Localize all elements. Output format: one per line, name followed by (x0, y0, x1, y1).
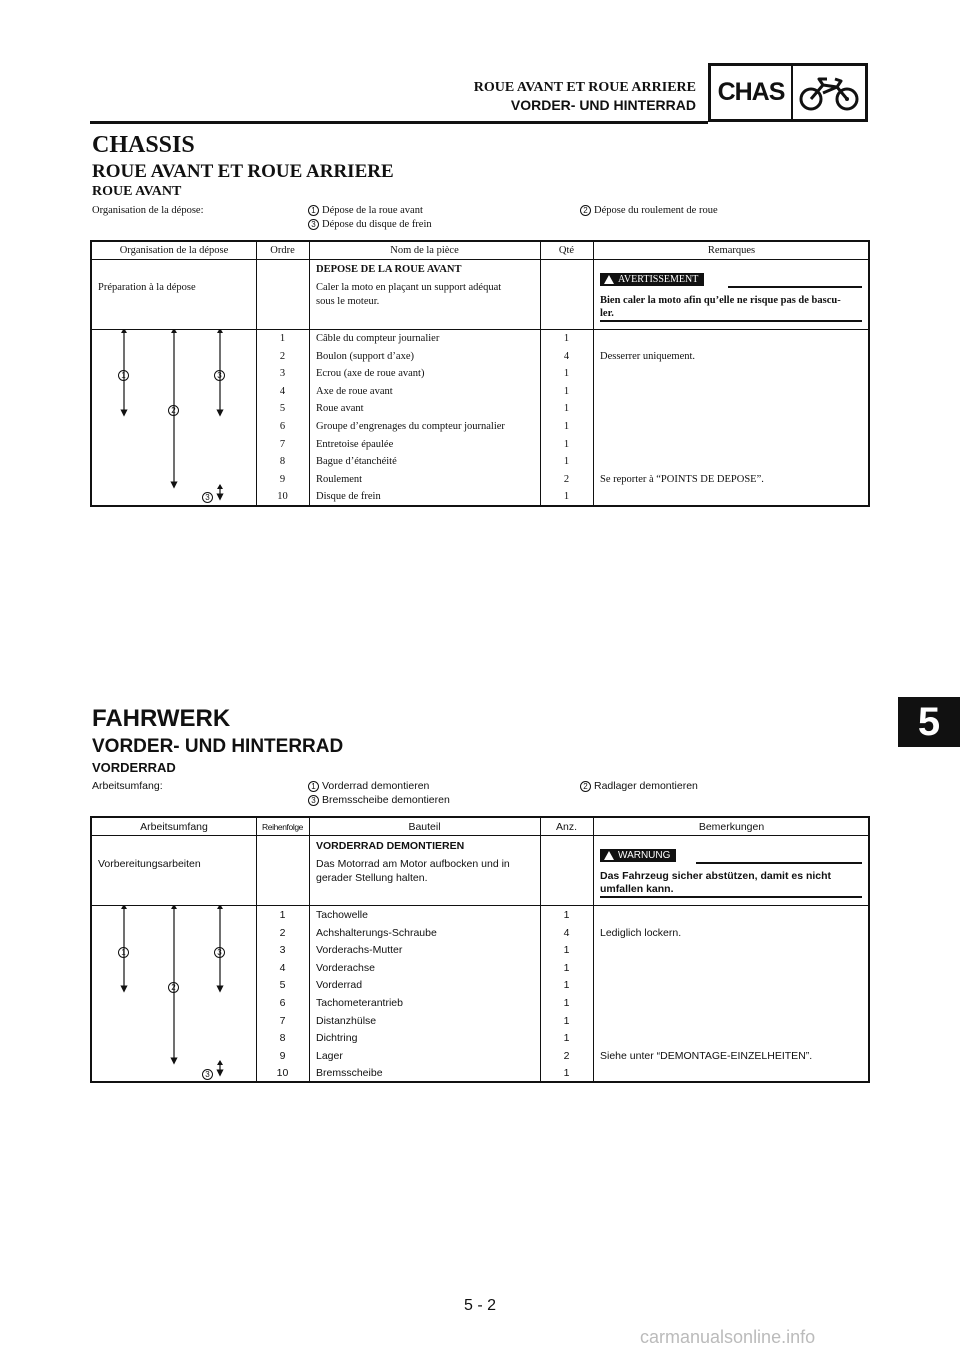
table-cell-qty: 2 (563, 473, 570, 485)
chas-badge-text: CHAS (711, 66, 793, 119)
table-cell-order: 9 (279, 1049, 286, 1062)
table-cell-remark: Lediglich lockern. (600, 926, 682, 939)
motorcycle-icon (793, 66, 865, 119)
sequence-arrows-de (92, 905, 256, 1083)
table-cell-qty: 1 (563, 944, 570, 957)
subtitle-de: VORDERRAD (92, 760, 176, 775)
warning-icon (604, 275, 614, 284)
page-title-de: VORDER- UND HINTERRAD (92, 736, 344, 757)
table-cell-remark: Se reporter à “POINTS DE DEPOSE”. (600, 473, 764, 485)
chas-badge (708, 63, 868, 122)
table-cell-name: Dichtring (316, 1032, 358, 1045)
page-title-fr: ROUE AVANT ET ROUE ARRIERE (92, 161, 394, 182)
watermark: carmanualsonline.info (640, 1327, 816, 1347)
prep-label: Préparation à la dépose (98, 282, 196, 293)
table-cell-name: Roue avant (316, 403, 364, 415)
table-cell-order: 3 (279, 944, 286, 957)
table-cell-name: Vorderachs-Mutter (316, 944, 403, 957)
warning-badge: WARNUNG (600, 849, 676, 862)
table-cell-name: Bremsscheibe (316, 1067, 383, 1080)
table-cell-qty: 1 (563, 1014, 570, 1027)
subtitle-fr: ROUE AVANT (92, 184, 182, 199)
step-2-fr: 2 Dépose du roulement de roue (580, 205, 718, 216)
table-cell-qty: 1 (563, 438, 570, 450)
table-cell-name: Roulement (316, 473, 363, 485)
table-cell-qty: 1 (563, 1067, 570, 1080)
table-cell-qty: 1 (563, 1032, 570, 1045)
table-cell-order: 7 (279, 438, 286, 450)
table-cell-qty: 1 (563, 491, 570, 503)
marker-2: 2 (168, 981, 182, 993)
table-cell-qty: 1 (563, 403, 570, 415)
removal-table-fr (90, 240, 870, 507)
table-cell-qty: 4 (563, 350, 570, 362)
table-cell-remark: Siehe unter “DEMONTAGE-EINZELHEITEN”. (600, 1049, 813, 1062)
col-header: Bauteil (408, 821, 441, 833)
warning-text: Bien caler la moto afin qu’elle ne risque pas de bascu- (600, 295, 841, 306)
table-cell-order: 8 (279, 456, 286, 468)
table-cell-qty: 1 (563, 961, 570, 974)
table-cell-name: Boulon (support d’axe) (316, 350, 414, 362)
marker-3: 3 (202, 1068, 216, 1080)
table-cell-qty: 1 (563, 997, 570, 1009)
prep-text: Das Motorrad am Motor aufbocken und in (316, 858, 510, 870)
table-cell-name: Bague d’étanchéité (316, 456, 397, 468)
col-header: Anz. (555, 821, 577, 833)
col-header: Remarques (707, 245, 756, 256)
header-title-de: VORDER- UND HINTERRAD (510, 97, 696, 113)
table-cell-name: Vorderrad (316, 979, 363, 992)
section-title-fr: CHASSIS (92, 132, 195, 158)
step-1-fr: 1 Dépose de la roue avant (308, 205, 423, 216)
org-label-de: Arbeitsumfang: (92, 780, 163, 792)
table-cell-name: Groupe d’engrenages du compteur journalier (316, 421, 505, 432)
table-cell-qty: 1 (563, 368, 570, 380)
table-cell-order: 9 (279, 473, 286, 485)
table-cell-order: 3 (279, 368, 286, 380)
table-cell-name: Lager (316, 1049, 343, 1062)
removal-table-de (90, 816, 870, 1083)
col-header: Organisation de la dépose (119, 245, 229, 256)
table-cell-order: 1 (279, 909, 286, 921)
header-rule (90, 121, 708, 124)
table-cell-name: Vorderachse (316, 961, 375, 974)
table-cell-name: Tachometerantrieb (316, 997, 403, 1009)
col-header: Arbeitsumfang (140, 821, 208, 833)
table-cell-name: Ecrou (axe de roue avant) (316, 368, 425, 380)
prep-text: gerader Stellung halten. (316, 872, 428, 884)
step-1-de: 1 Vorderrad demontieren (308, 780, 429, 792)
sequence-arrows-fr (92, 329, 256, 507)
col-header: Nom de la pièce (390, 245, 459, 256)
marker-1: 1 (118, 370, 132, 381)
table-cell-qty: 2 (563, 1049, 570, 1062)
table-cell-order: 8 (279, 1032, 286, 1045)
table-cell-order: 2 (279, 350, 286, 362)
table-cell-order: 6 (279, 997, 286, 1009)
table-cell-qty: 1 (563, 456, 570, 468)
col-header: Qté (558, 245, 575, 256)
warning-text: Das Fahrzeug sicher abstützen, damit es nicht (600, 870, 832, 882)
table-cell-order: 7 (279, 1014, 286, 1027)
marker-3: 3 (202, 492, 216, 503)
page-number: 5 - 2 (463, 1297, 496, 1314)
table-cell-name: Achshalterungs-Schraube (316, 926, 437, 939)
warning-badge: AVERTISSEMENT (600, 273, 704, 286)
table-cell-qty: 1 (563, 421, 570, 432)
table-cell-order: 10 (276, 1067, 289, 1080)
table-cell-order: 4 (279, 385, 286, 397)
table-cell-qty: 1 (563, 979, 570, 992)
table-cell-order: 4 (279, 961, 286, 974)
table-cell-name: Câble du compteur journalier (316, 333, 440, 344)
table-cell-name: Entretoise épaulée (316, 438, 394, 450)
prep-label: Vorbereitungsarbeiten (98, 858, 201, 870)
table-cell-qty: 1 (563, 385, 570, 397)
marker-3: 3 (214, 370, 228, 381)
step-3-de: 3 Bremsscheibe demontieren (308, 794, 450, 806)
step-3-fr: 3 Dépose du disque de frein (308, 219, 432, 230)
table-cell-qty: 1 (563, 909, 570, 921)
prep-heading: VORDERRAD DEMONTIEREN (316, 840, 465, 852)
prep-heading: DEPOSE DE LA ROUE AVANT (316, 264, 462, 275)
warning-icon (604, 851, 614, 860)
col-header: Ordre (270, 245, 295, 256)
table-cell-order: 5 (279, 979, 286, 992)
col-header: Bemerkungen (698, 821, 765, 833)
marker-2: 2 (168, 405, 182, 416)
chapter-tab: 5 (898, 697, 960, 747)
warning-text: umfallen kann. (600, 883, 674, 895)
table-cell-name: Distanzhülse (316, 1014, 377, 1027)
table-cell-order: 5 (279, 403, 286, 415)
table-cell-remark: Desserrer uniquement. (600, 350, 696, 362)
col-header: Reihenfolge (262, 822, 303, 832)
table-cell-order: 1 (279, 333, 286, 344)
prep-text: sous le moteur. (316, 296, 380, 307)
step-2-de: 2 Radlager demontieren (580, 780, 698, 792)
table-cell-name: Axe de roue avant (316, 385, 393, 397)
table-cell-qty: 1 (563, 333, 570, 344)
prep-text: Caler la moto en plaçant un support adéquat (316, 282, 502, 293)
table-cell-order: 6 (279, 421, 286, 432)
org-label-fr: Organisation de la dépose: (92, 205, 204, 216)
table-cell-order: 2 (279, 926, 286, 939)
table-cell-name: Disque de frein (316, 491, 381, 503)
header-title-fr: ROUE AVANT ET ROUE ARRIERE (473, 80, 696, 95)
table-cell-name: Tachowelle (316, 909, 368, 921)
warning-text: ler. (600, 308, 614, 319)
table-cell-order: 10 (277, 491, 288, 503)
marker-1: 1 (118, 946, 132, 958)
marker-3: 3 (214, 946, 228, 958)
table-cell-qty: 4 (563, 926, 570, 939)
section-title-de: FAHRWERK (92, 705, 231, 732)
